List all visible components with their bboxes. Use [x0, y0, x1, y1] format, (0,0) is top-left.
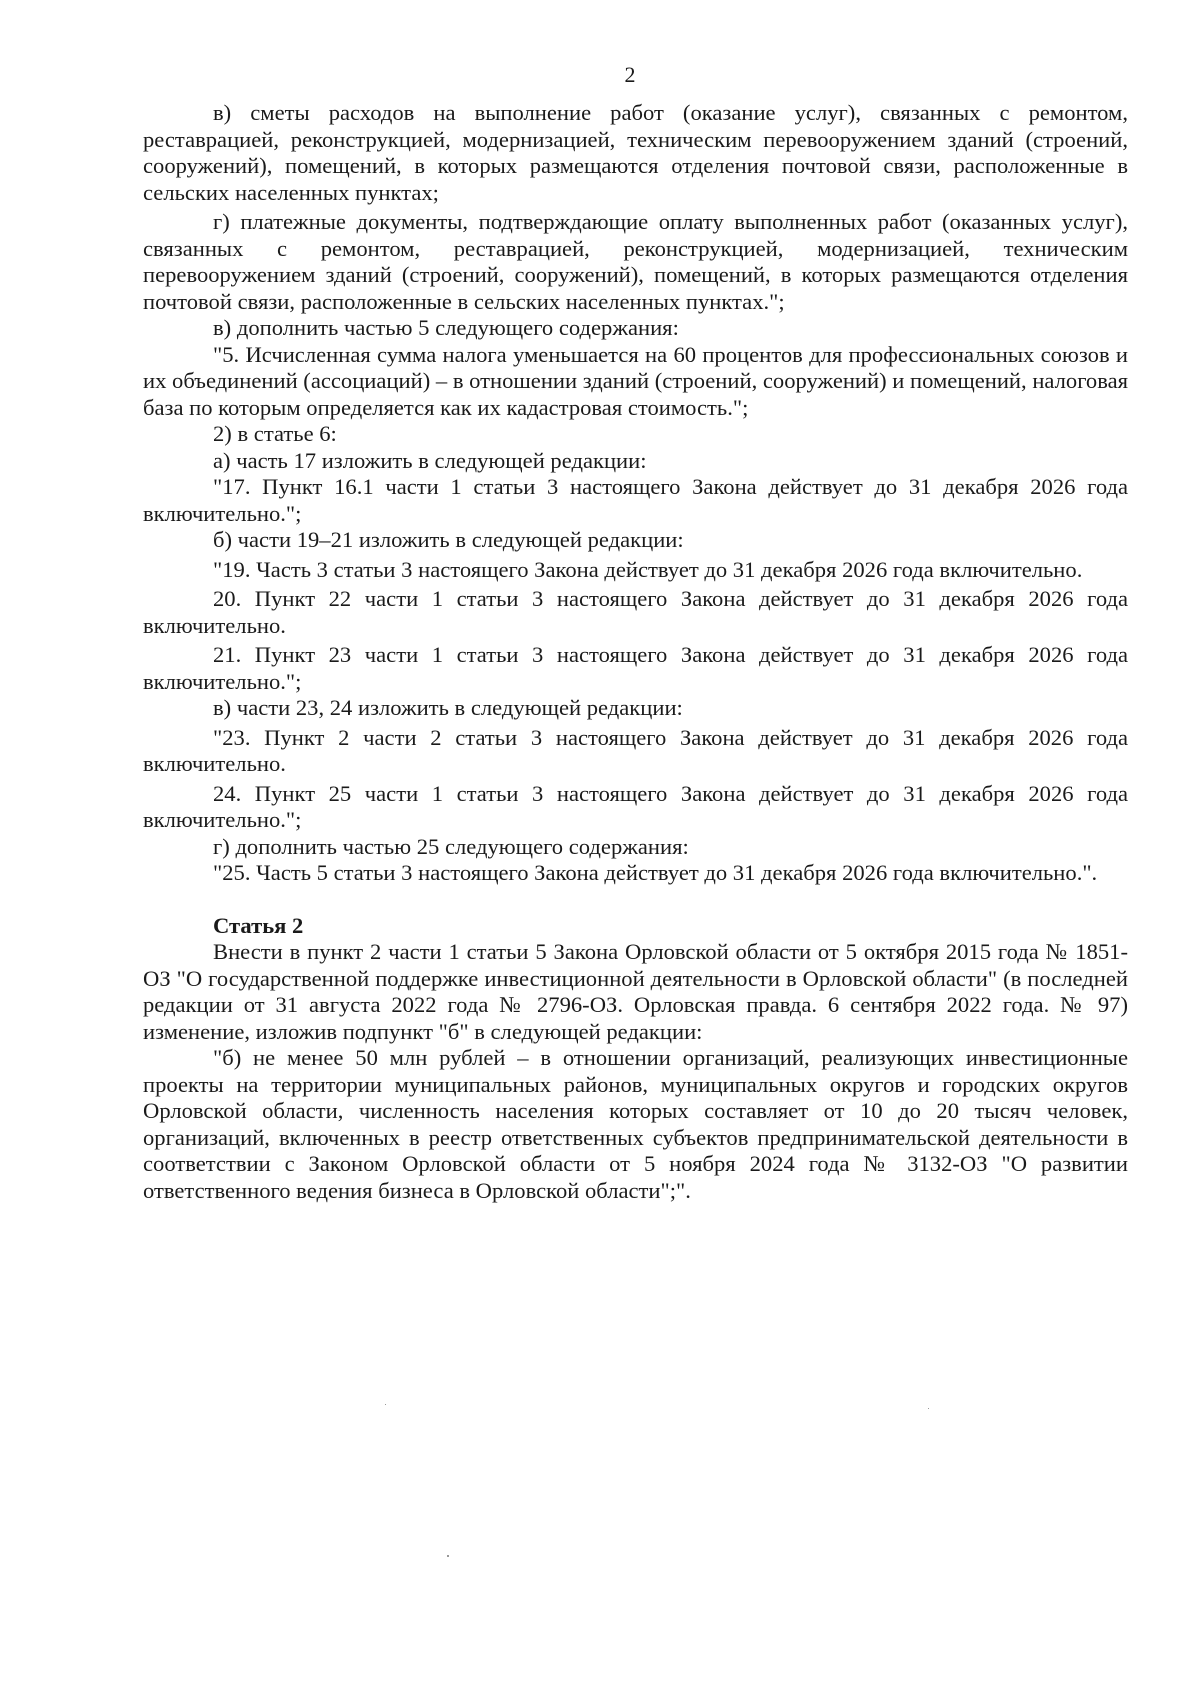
- scan-speck: [447, 1555, 449, 1557]
- scan-speck: [385, 1404, 386, 1405]
- paragraph-dopolnit-25: г) дополнить частью 25 следующего содержания:: [213, 833, 689, 859]
- document-body: [143, 100, 1128, 1204]
- paragraph-article-6: 2) в статье 6:: [213, 421, 337, 446]
- paragraph-part-19: "19. Часть 3 статьи 3 настоящего Закона действует до 31 декабря 2026 года включительно.: [213, 556, 1083, 582]
- paragraph-vnesti: Внести в пункт 2 части 1 статьи 5 Закона Орловской области от 5 октября 2015 года № 1851-ОЗ "О государственной поддержке инвестиционной деятельности в Орловской области" (в последней редакции от 31 августа 2022 года № 2796-ОЗ. Орловская правда. 6 сентября 2022 года. № 97) изменение, изложив подпункт "б" в следующей редакции:: [143, 939, 1128, 1044]
- article-heading: Статья 2: [213, 912, 304, 938]
- paragraph-subpoint-b: "б) не менее 50 млн рублей – в отношении организаций, реализующих инвестиционные проекты на территории муниципальных районов, муниципальных округов и городских округов Орловской области, численность населения которых составляет от 10 до 20 тысяч человек, организаций, включенных в реестр ответственных субъектов предпринимательской деятельности в соответствии с Законом Орловской области от 5 ноября 2024 года № 3132-ОЗ "О развитии ответственного ведения бизнеса в Орловской области";".: [143, 1045, 1128, 1203]
- scan-speck: [928, 1408, 929, 1409]
- paragraph-platezhnye: г) платежные документы, подтверждающие оплату выполненных работ (оказанных услуг), связанных с ремонтом, реставрацией, реконструкцией, модернизацией, техническим перевооружением зданий (строений, сооружений), помещений, в которых размещаются отделения почтовой связи, расположенные в сельских населенных пунктах.";: [143, 209, 1128, 314]
- paragraph-part-20: 20. Пункт 22 части 1 статьи 3 настоящего Закона действует до 31 декабря 2026 года включительно.: [143, 586, 1128, 638]
- paragraph-dopolnit-5: в) дополнить частью 5 следующего содержания:: [213, 315, 679, 340]
- paragraph-part-24: 24. Пункт 25 части 1 статьи 3 настоящего Закона действует до 31 декабря 2026 года включительно.";: [143, 780, 1128, 832]
- paragraph-part-21: 21. Пункт 23 части 1 статьи 3 настоящего Закона действует до 31 декабря 2026 года включительно.";: [143, 642, 1128, 694]
- paragraph-part-17-intro: а) часть 17 изложить в следующей редакции:: [213, 447, 647, 473]
- paragraph-part-5: "5. Исчисленная сумма налога уменьшается на 60 процентов для профессиональных союзов и их объединений (ассоциаций) – в отношении зданий (строений, сооружений) и помещений, налоговая база по которым определяется как их кадастровая стоимость.";: [143, 341, 1128, 420]
- paragraph-part-23: "23. Пункт 2 части 2 статьи 3 настоящего Закона действует до 31 декабря 2026 года включительно.: [143, 724, 1128, 776]
- paragraph-parts-19-21-intro: б) части 19–21 изложить в следующей редакции:: [213, 527, 684, 552]
- paragraph-parts-23-24-intro: в) части 23, 24 изложить в следующей редакции:: [213, 695, 683, 720]
- paragraph-smety: в) сметы расходов на выполнение работ (оказание услуг), связанных с ремонтом, реставрацией, реконструкцией, модернизацией, техническим перевооружением зданий (строений, сооружений), помещений, в которых размещаются отделения почтовой связи, расположенные в сельских населенных пунктах;: [143, 100, 1128, 205]
- paragraph-part-17: "17. Пункт 16.1 части 1 статьи 3 настоящего Закона действует до 31 декабря 2026 года включительно.";: [143, 474, 1128, 526]
- paragraph-part-25: "25. Часть 5 статьи 3 настоящего Закона действует до 31 декабря 2026 года включительно.".: [213, 860, 1098, 885]
- page-number: 2: [624, 62, 636, 87]
